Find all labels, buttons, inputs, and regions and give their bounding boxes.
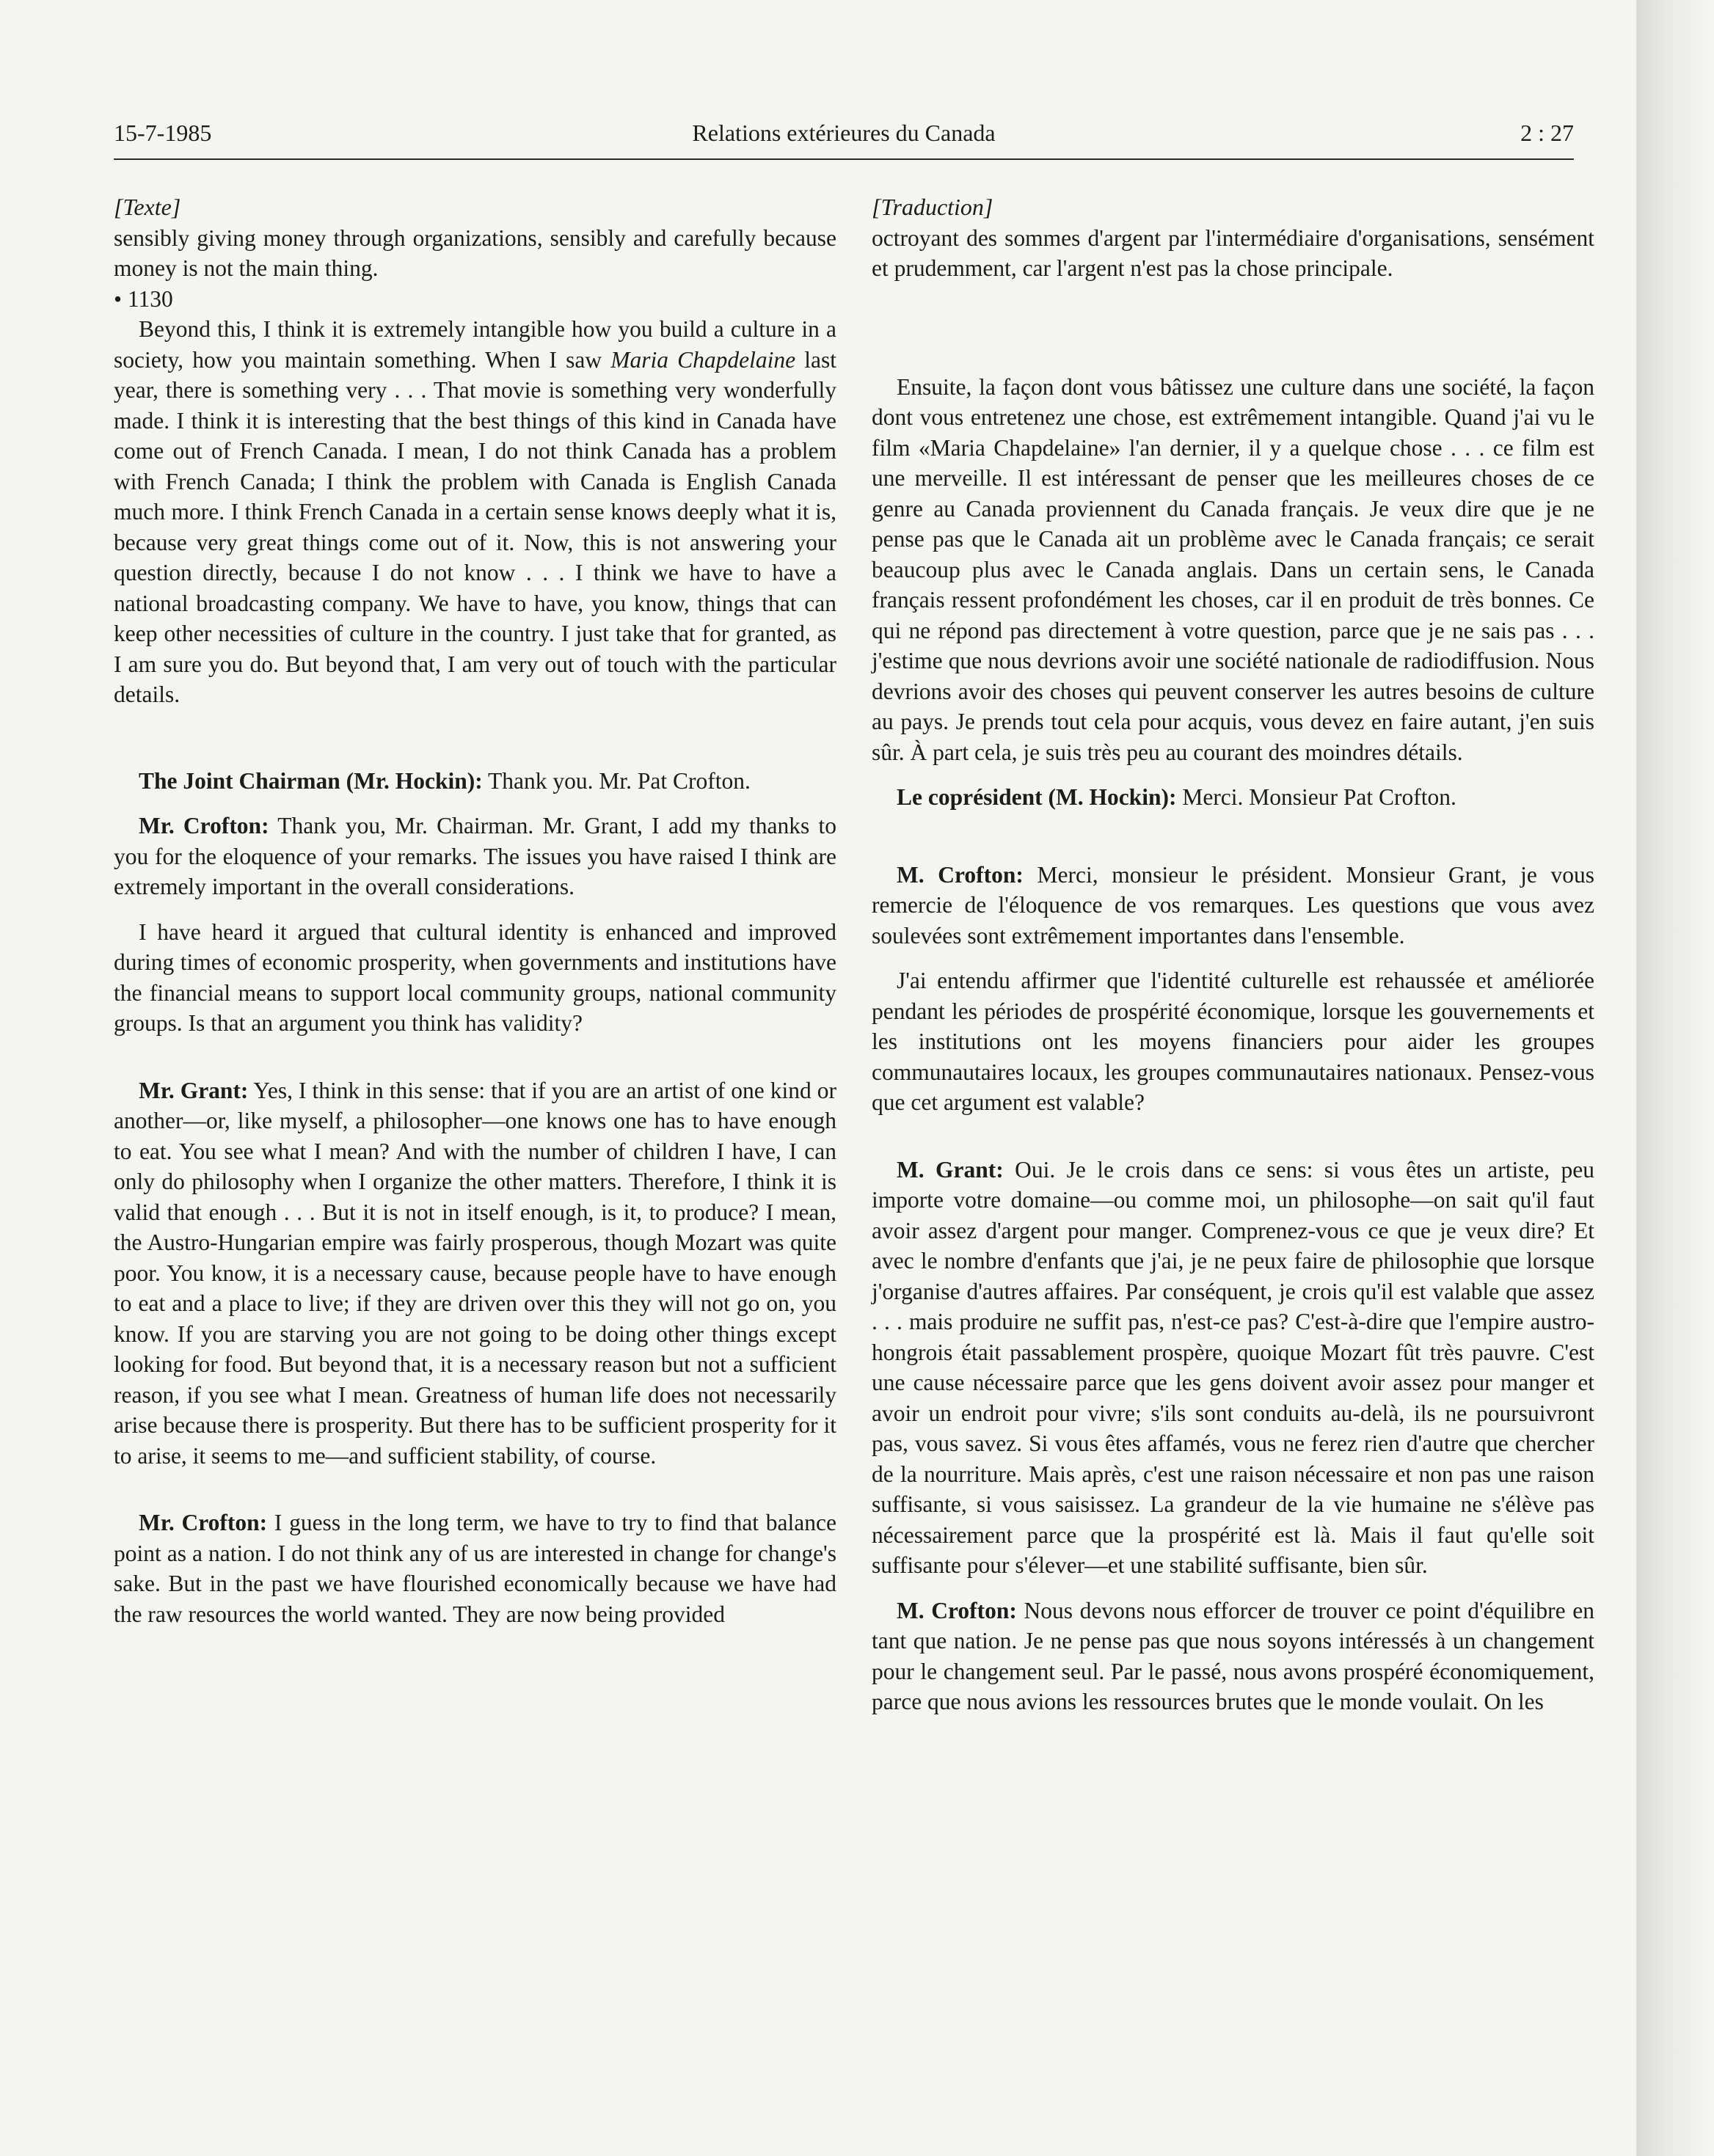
speaker-name: The Joint Chairman (Mr. Hockin): [139, 767, 483, 794]
film-title: Maria Chapdelaine [610, 346, 796, 373]
speaker-name: M. Crofton: [897, 1597, 1017, 1623]
paragraph: sensibly giving money through organizations, sensibly and carefully because money is not the main thing. [114, 224, 836, 281]
speech-text: Nous devons nous efforcer de trouver ce point d'équilibre en tant que nation. Je ne pense pas que nous soyons intéressés à un changement pour le changement seul. Par le passé, nous avons prospéré économiquement, parce que nous avions les ressources brutes que le monde voulait. On les [872, 1597, 1594, 1714]
text-run: Beyond this, I think it is extremely intangible how you build a culture in a society, how you maintain something. When I saw [114, 316, 836, 373]
header-page-number: 2 : 27 [1520, 120, 1574, 146]
paragraph [872, 782, 1594, 813]
paragraph: I have heard it argued that cultural identity is enhanced and improved during times of economic prosperity, when governments and institutions have the financial means to support local community groups, national community groups. Is that an argument you think has validity? [114, 918, 836, 1036]
speaker-name: M. Crofton: [897, 861, 1024, 888]
speech-text: Thank you. Mr. Pat Crofton. [482, 767, 751, 794]
speech-text: I guess in the long term, we have to try to find that balance point as a nation. I do not think any of us are interested in change for change's sake. But in the past we have flourished economically because we have had the raw resources the world wanted. They are now being provided [114, 1510, 836, 1627]
paragraph [114, 314, 836, 710]
header-date: 15-7-1985 [114, 120, 212, 146]
text-run: last year, there is something very . . . That movie is something very wonderfully made. I think it is interesting that the best things of this kind in Canada have come out of French Canada. I mean, I do not think Canada has a problem with French Canada; I think the problem with Canada is English Canada much more. I think French Canada in a certain sense knows deeply what it is, because very great things come out of it. Now, this is not answering your question directly, because I do not know . . . I think we have to have a national broadcasting company. We have to have, you know, things that can keep other necessities of culture in the country. I just take that for granted, as I am sure you do. But beyond that, I am very out of touch with the particular details. [114, 346, 837, 707]
speaker-name: Mr. Crofton: [139, 813, 269, 838]
speech-text: Oui. Je le crois dans ce sens: si vous êtes un artiste, peu importe votre domaine—ou comme moi, un philosophe—on sait qu'il faut avoir assez d'argent pour manger. Comprenez-vous ce que je veux dire? Et avec le nombre d'enfants que j'ai, je ne peux faire de philosophie que lorsque j'organise d'autres affaires. Par conséquent, je crois qu'il est valable que assez . . . mais produire ne suffit pas, n'est-ce pas? C'est-à-dire que l'empire austro-hongrois était passablement prospère, quoique Mozart fût très pauvre. C'est une cause nécessaire parce que les gens doivent avoir assez pour manger et avoir un endroit pour vivre; s'ils sont conduits au-delà, ils ne poursuivront pas, vous savez. Si vous êtes affamés, vous ne ferez rien d'autre que chercher de la nourriture. Mais après, c'est une raison nécessaire et non pas une raison suffisante, si vous saisissez. La grandeur de la vie humaine ne s'élève pas nécessairement parce que la prospérité est là. Mais il faut qu'elle soit suffisante pour s'élever—et une stabilité suffisante, bien sûr. [872, 1156, 1594, 1578]
paragraph [872, 1155, 1594, 1581]
speech-text: Yes, I think in this sense: that if you are an artist of one kind or another—or, like myself, a philosopher—one knows one has to have enough to eat. You see what I mean? And with the number of children I have, I can only do philosophy when I organize the other matters. Therefore, I think it is valid that enough . . . But it is not in itself enough, is it, to produce? I mean, the Austro-Hungarian empire was fairly prosperous, though Mozart was quite poor. You know, it is a necessary cause, because people have to have enough to eat and a place to live; if they are driven over this they will not go on, you know. If you are starving you are not going to be doing other things except looking for food. But beyond that, it is a necessary reason but not a sufficient reason, if you see what I mean. Greatness of human life does not necessarily arise because there is prosperity. But there has to be sufficient prosperity for it to arise, it seems to me—and sufficient stability, of course. [114, 1077, 836, 1469]
french-column [872, 192, 1594, 1717]
english-column [114, 192, 836, 1629]
speaker-name: M. Grant: [897, 1156, 1004, 1183]
speech-text: Merci. Monsieur Pat Crofton. [1176, 784, 1456, 810]
paragraph: Ensuite, la façon dont vous bâtissez une culture dans une société, la façon dont vous entretenez une chose, est extrêmement intangible. Quand j'ai vu le film «Maria Chapdelaine» l'an dernier, il y a quelque chose . . . ce film est une merveille. Il est intéressant de penser que les meilleures choses de ce genre au Canada proviennent du Canada français. Je veux dire que je ne pense pas que le Canada ait un problème avec le Canada français; ce serait beaucoup plus avec le Canada anglais. Dans un certain sens, le Canada français ressent profondément les choses, car il en produit de très bonnes. Ce qui ne répond pas directement à votre question, parce que je ne sais pas . . . j'estime que nous devrions avoir une société nationale de radiodiffusion. Nous devrions avoir des choses qui peuvent conserver les autres besoins de culture au pays. Je prends tout cela pour acquis, vous devez en faire autant, j'en suis sûr. À part cela, je suis très peu au courant des moindres détails. [872, 373, 1594, 765]
speech-text: Merci, monsieur le président. Monsieur Grant, je vous remercie de l'éloquence de vos remarques. Les questions que vous avez soulevées sont extrêmement importantes dans l'ensemble. [872, 861, 1594, 949]
paragraph: J'ai entendu affirmer que l'identité culturelle est rehaussée et améliorée pendant les périodes de prospérité économique, lorsque les gouvernements et les institutions ont les moyens financiers pour aider les groupes communautaires locaux, les groupes communautaires nationaux. Pensez-vous que cet argument est valable? [872, 968, 1594, 1115]
time-marker: • 1130 [114, 285, 173, 312]
column-label: [Texte] [114, 194, 181, 220]
speaker-name: Mr. Grant: [139, 1077, 249, 1103]
paragraph [114, 811, 836, 902]
speaker-name: Mr. Crofton: [139, 1510, 268, 1535]
paragraph [872, 1596, 1594, 1717]
paragraph [872, 860, 1594, 951]
header-title: Relations extérieures du Canada [692, 120, 996, 146]
paragraph [114, 766, 836, 797]
header-rule [114, 158, 1574, 160]
page-edge-shadow [1636, 0, 1714, 2156]
column-label: [Traduction] [872, 194, 993, 220]
paragraph: octroyant des sommes d'argent par l'intermédiaire d'organisations, sensément et prudemment, car l'argent n'est pas la chose principale. [872, 224, 1594, 281]
speaker-name: Le coprésident (M. Hockin): [897, 784, 1177, 810]
running-header [114, 120, 1574, 156]
speech-text: Thank you, Mr. Chairman. Mr. Grant, I add my thanks to you for the eloquence of your remarks. The issues you have raised I think are extremely important in the overall considerations. [114, 813, 836, 899]
paragraph [114, 1075, 836, 1472]
paragraph [114, 1508, 836, 1629]
